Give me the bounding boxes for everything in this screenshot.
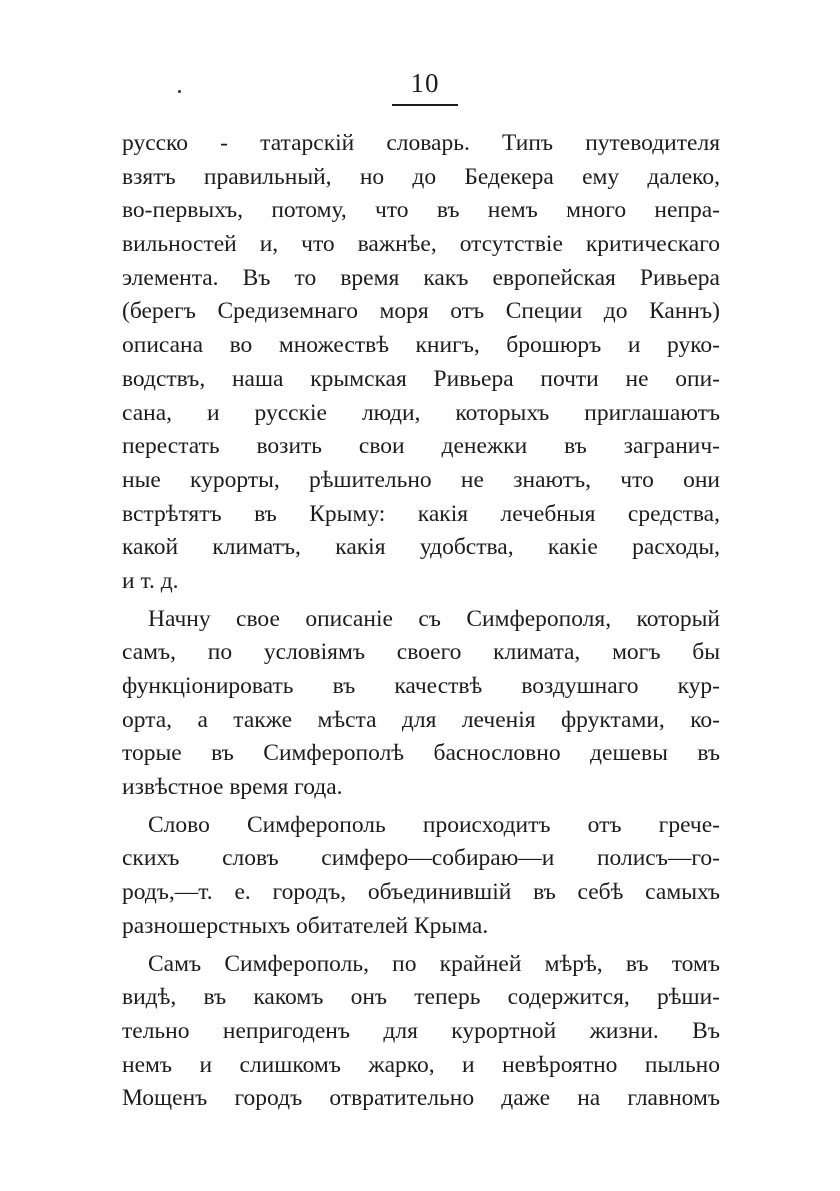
text-line: русско - татарскій словарь. Типъ путеводителя	[122, 130, 720, 156]
text-line: Слово Симферополь происходитъ отъ грече-	[148, 811, 720, 838]
text-line: функціонировать въ качествѣ воздушнаго кур-	[122, 673, 720, 699]
text-line: разношерстныхъ обитателей Крыма.	[122, 912, 489, 939]
text-line: вильностей и, что важнѣе, отсутствіе критическаго	[122, 231, 720, 258]
text-line: Мощенъ городъ отвратительно даже на главномъ	[122, 1085, 720, 1112]
text-line: взятъ правильный, но до Бедекера ему далеко,	[122, 163, 720, 190]
text-line: извѣстное время года.	[122, 774, 343, 801]
text-line: перестать возить свои денежки въ загранич-	[122, 433, 720, 460]
text-line: встрѣтятъ въ Крыму: какія лечебныя средства,	[122, 500, 720, 527]
text-line: родъ,—т. е. городъ, объединившій въ себѣ самыхъ	[122, 879, 720, 906]
text-line: водствъ, наша крымская Ривьера почти не опи-	[122, 365, 720, 392]
page-number: 10	[410, 68, 440, 98]
text-line: ные курорты, рѣшительно не знаютъ, что они	[122, 466, 720, 493]
text-line: немъ и слишкомъ жарко, и невѣроятно пыльно	[122, 1051, 720, 1078]
text-line: торые въ Симферополѣ баснословно дешевы въ	[122, 740, 720, 767]
ink-speck	[178, 90, 181, 93]
text-line: какой климатъ, какія удобства, какіе расходы,	[122, 534, 720, 561]
text-line: элемента. Въ то время какъ европейская Ривьера	[122, 264, 720, 291]
text-line: (берегъ Средиземнаго моря отъ Специи до Каннъ)	[122, 298, 720, 325]
text-line: сана, и русскіе люди, которыхъ приглашаютъ	[122, 399, 720, 426]
text-line: скихъ словъ симферо—собираю—и полисъ—го-	[122, 845, 720, 872]
text-line: во-первыхъ, потому, что въ немъ много непра-	[122, 197, 720, 224]
text-line: Начну свое описаніе съ Симферополя, который	[148, 605, 720, 632]
text-line: Самъ Симферополь, по крайней мѣрѣ, въ томъ	[148, 950, 720, 977]
page-number-rule	[392, 104, 458, 106]
text-line: орта, а также мѣста для леченія фруктами, ко-	[122, 706, 720, 733]
body-text	[122, 127, 720, 1116]
text-line: самъ, по условіямъ своего климата, могъ бы	[122, 639, 720, 666]
text-line: и т. д.	[122, 567, 179, 594]
text-line: видѣ, въ какомъ онъ теперь содержится, рѣши-	[122, 984, 720, 1011]
text-line: тельно непригоденъ для курортной жизни. Въ	[122, 1017, 720, 1044]
text-line: описана во множествѣ книгъ, брошюръ и руко-	[122, 332, 720, 359]
